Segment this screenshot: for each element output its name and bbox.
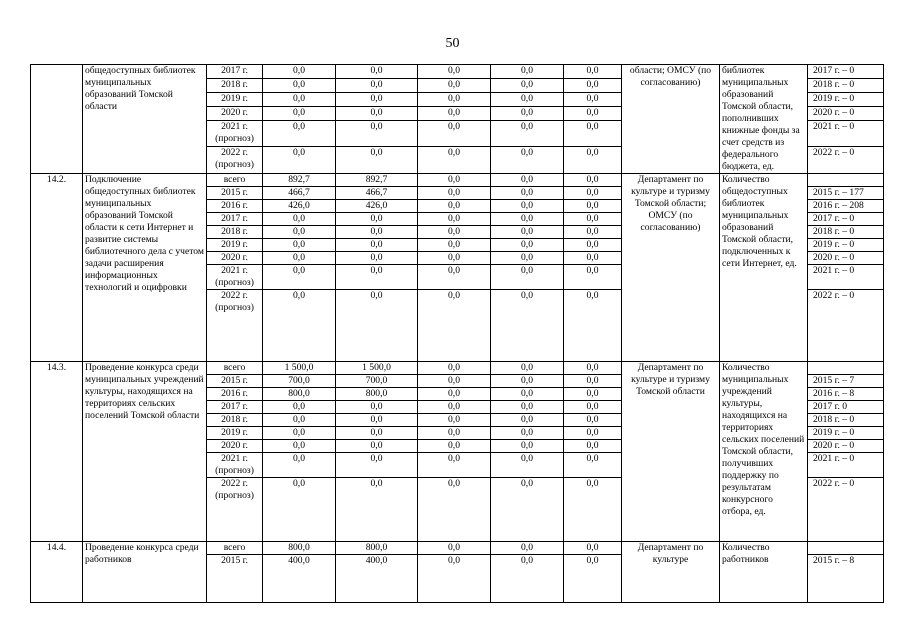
page-number: 50 <box>445 36 460 51</box>
result-value-cell: 2017 г. – 0 <box>808 65 884 79</box>
local-amount-cell: 0,0 <box>491 555 564 603</box>
federal-amount-cell: 0,0 <box>336 414 418 427</box>
result-value-cell: 2020 г. – 0 <box>808 106 884 120</box>
local-amount-cell: 0,0 <box>491 453 564 478</box>
federal-amount-cell: 700,0 <box>336 375 418 388</box>
regional-amount-cell: 0,0 <box>418 388 491 401</box>
federal-amount-cell: 0,0 <box>336 427 418 440</box>
activity-name-cell: общедоступных библиотек муниципальных образований Томской области <box>83 65 207 174</box>
result-value-cell: 2022 г. – 0 <box>808 147 884 174</box>
period-cell: 2017 г. <box>207 401 263 414</box>
total-amount-cell: 0,0 <box>263 440 336 453</box>
other-amount-cell: 0,0 <box>564 226 622 239</box>
local-amount-cell: 0,0 <box>491 78 564 92</box>
federal-amount-cell: 800,0 <box>336 542 418 555</box>
period-cell: 2019 г. <box>207 239 263 252</box>
total-amount-cell: 0,0 <box>263 427 336 440</box>
result-value-cell <box>808 362 884 375</box>
executor-cell: Департамент по культуре и туризму Томской области; ОМСУ (по согласованию) <box>622 174 720 362</box>
table-row <box>31 174 884 187</box>
period-cell: всего <box>207 542 263 555</box>
other-amount-cell: 0,0 <box>564 375 622 388</box>
other-amount-cell: 0,0 <box>564 213 622 226</box>
federal-amount-cell: 0,0 <box>336 213 418 226</box>
result-value-cell: 2018 г. – 0 <box>808 78 884 92</box>
total-amount-cell: 0,0 <box>263 265 336 290</box>
local-amount-cell: 0,0 <box>491 388 564 401</box>
other-amount-cell: 0,0 <box>564 92 622 106</box>
local-amount-cell: 0,0 <box>491 440 564 453</box>
total-amount-cell: 0,0 <box>263 120 336 147</box>
federal-amount-cell: 1 500,0 <box>336 362 418 375</box>
federal-amount-cell: 466,7 <box>336 187 418 200</box>
regional-amount-cell: 0,0 <box>418 362 491 375</box>
local-amount-cell: 0,0 <box>491 478 564 542</box>
local-amount-cell: 0,0 <box>491 362 564 375</box>
regional-amount-cell: 0,0 <box>418 427 491 440</box>
local-amount-cell: 0,0 <box>491 65 564 79</box>
item-number-cell: 14.4. <box>31 542 83 603</box>
other-amount-cell: 0,0 <box>564 174 622 187</box>
result-value-cell: 2015 г. – 8 <box>808 555 884 603</box>
total-amount-cell: 800,0 <box>263 542 336 555</box>
federal-amount-cell: 400,0 <box>336 555 418 603</box>
local-amount-cell: 0,0 <box>491 147 564 174</box>
result-value-cell: 2020 г. – 0 <box>808 252 884 265</box>
table-row <box>31 542 884 555</box>
other-amount-cell: 0,0 <box>564 290 622 362</box>
local-amount-cell: 0,0 <box>491 120 564 147</box>
other-amount-cell: 0,0 <box>564 239 622 252</box>
executor-cell: Департамент по культуре <box>622 542 720 603</box>
total-amount-cell: 0,0 <box>263 453 336 478</box>
total-amount-cell: 466,7 <box>263 187 336 200</box>
result-value-cell: 2015 г. – 177 <box>808 187 884 200</box>
federal-amount-cell: 892,7 <box>336 174 418 187</box>
period-cell: 2021 г. (прогноз) <box>207 120 263 147</box>
total-amount-cell: 0,0 <box>263 78 336 92</box>
table-body <box>31 65 884 603</box>
other-amount-cell: 0,0 <box>564 147 622 174</box>
period-cell: 2020 г. <box>207 252 263 265</box>
total-amount-cell: 426,0 <box>263 200 336 213</box>
total-amount-cell: 0,0 <box>263 65 336 79</box>
activity-name-cell: Проведение конкурса среди работников <box>83 542 207 603</box>
local-amount-cell: 0,0 <box>491 414 564 427</box>
indicator-cell: Количество работников <box>720 542 808 603</box>
result-value-cell: 2021 г. – 0 <box>808 265 884 290</box>
other-amount-cell: 0,0 <box>564 200 622 213</box>
regional-amount-cell: 0,0 <box>418 375 491 388</box>
local-amount-cell: 0,0 <box>491 106 564 120</box>
activity-name-cell: Подключение общедоступных библиотек муниципальных образований Томской области к сети Интернет и развитие системы библиотечного дела с учетом задачи расширения информационных технологий и оцифровки <box>83 174 207 362</box>
period-cell: 2021 г. (прогноз) <box>207 453 263 478</box>
regional-amount-cell: 0,0 <box>418 239 491 252</box>
period-cell: 2018 г. <box>207 78 263 92</box>
total-amount-cell: 0,0 <box>263 401 336 414</box>
period-cell: 2017 г. <box>207 213 263 226</box>
total-amount-cell: 0,0 <box>263 213 336 226</box>
total-amount-cell: 892,7 <box>263 174 336 187</box>
result-value-cell: 2021 г. – 0 <box>808 120 884 147</box>
total-amount-cell: 0,0 <box>263 147 336 174</box>
regional-amount-cell: 0,0 <box>418 92 491 106</box>
other-amount-cell: 0,0 <box>564 453 622 478</box>
federal-amount-cell: 0,0 <box>336 106 418 120</box>
local-amount-cell: 0,0 <box>491 290 564 362</box>
period-cell: 2018 г. <box>207 226 263 239</box>
result-value-cell: 2020 г. – 0 <box>808 440 884 453</box>
regional-amount-cell: 0,0 <box>418 78 491 92</box>
result-value-cell: 2019 г. – 0 <box>808 92 884 106</box>
total-amount-cell: 0,0 <box>263 92 336 106</box>
regional-amount-cell: 0,0 <box>418 213 491 226</box>
result-value-cell: 2018 г. – 0 <box>808 226 884 239</box>
period-cell: 2015 г. <box>207 555 263 603</box>
activity-name-cell: Проведение конкурса среди муниципальных учреждений культуры, находящихся на территориях сельских поселений Томской области <box>83 362 207 542</box>
result-value-cell: 2016 г. – 208 <box>808 200 884 213</box>
federal-amount-cell: 0,0 <box>336 265 418 290</box>
other-amount-cell: 0,0 <box>564 542 622 555</box>
period-cell: 2020 г. <box>207 440 263 453</box>
regional-amount-cell: 0,0 <box>418 290 491 362</box>
period-cell: 2018 г. <box>207 414 263 427</box>
federal-amount-cell: 0,0 <box>336 92 418 106</box>
result-value-cell: 2016 г. – 8 <box>808 388 884 401</box>
result-value-cell <box>808 174 884 187</box>
indicator-cell: библиотек муниципальных образований Томской области, пополнивших книжные фонды за счет средств из федерального бюджета, ед. <box>720 65 808 174</box>
local-amount-cell: 0,0 <box>491 92 564 106</box>
federal-amount-cell: 0,0 <box>336 120 418 147</box>
local-amount-cell: 0,0 <box>491 213 564 226</box>
total-amount-cell: 0,0 <box>263 414 336 427</box>
total-amount-cell: 1 500,0 <box>263 362 336 375</box>
indicator-cell: Количество общедоступных библиотек муниципальных образований Томской области, подключенных к сети Интернет, ед. <box>720 174 808 362</box>
regional-amount-cell: 0,0 <box>418 106 491 120</box>
result-value-cell: 2019 г. – 0 <box>808 239 884 252</box>
program-table <box>30 64 884 603</box>
federal-amount-cell: 0,0 <box>336 440 418 453</box>
regional-amount-cell: 0,0 <box>418 440 491 453</box>
other-amount-cell: 0,0 <box>564 414 622 427</box>
result-value-cell: 2017 г. 0 <box>808 401 884 414</box>
item-number-cell <box>31 65 83 174</box>
federal-amount-cell: 0,0 <box>336 147 418 174</box>
federal-amount-cell: 0,0 <box>336 78 418 92</box>
other-amount-cell: 0,0 <box>564 187 622 200</box>
regional-amount-cell: 0,0 <box>418 453 491 478</box>
period-cell: 2015 г. <box>207 375 263 388</box>
executor-cell: Департамент по культуре и туризму Томской области <box>622 362 720 542</box>
other-amount-cell: 0,0 <box>564 388 622 401</box>
other-amount-cell: 0,0 <box>564 478 622 542</box>
item-number-cell: 14.2. <box>31 174 83 362</box>
other-amount-cell: 0,0 <box>564 106 622 120</box>
federal-amount-cell: 0,0 <box>336 401 418 414</box>
regional-amount-cell: 0,0 <box>418 147 491 174</box>
other-amount-cell: 0,0 <box>564 65 622 79</box>
local-amount-cell: 0,0 <box>491 239 564 252</box>
other-amount-cell: 0,0 <box>564 78 622 92</box>
period-cell: всего <box>207 174 263 187</box>
other-amount-cell: 0,0 <box>564 401 622 414</box>
period-cell: 2020 г. <box>207 106 263 120</box>
total-amount-cell: 0,0 <box>263 252 336 265</box>
period-cell: 2019 г. <box>207 427 263 440</box>
table-row <box>31 362 884 375</box>
federal-amount-cell: 0,0 <box>336 453 418 478</box>
indicator-cell: Количество муниципальных учреждений культуры, находящихся на территориях сельских поселений Томской области, получивших поддержку по результатам конкурсного отбора, ед. <box>720 362 808 542</box>
federal-amount-cell: 0,0 <box>336 226 418 239</box>
executor-cell: области; ОМСУ (по согласованию) <box>622 65 720 174</box>
federal-amount-cell: 0,0 <box>336 239 418 252</box>
local-amount-cell: 0,0 <box>491 542 564 555</box>
regional-amount-cell: 0,0 <box>418 174 491 187</box>
total-amount-cell: 0,0 <box>263 239 336 252</box>
local-amount-cell: 0,0 <box>491 375 564 388</box>
regional-amount-cell: 0,0 <box>418 200 491 213</box>
regional-amount-cell: 0,0 <box>418 414 491 427</box>
regional-amount-cell: 0,0 <box>418 401 491 414</box>
period-cell: 2021 г. (прогноз) <box>207 265 263 290</box>
result-value-cell: 2017 г. – 0 <box>808 213 884 226</box>
federal-amount-cell: 426,0 <box>336 200 418 213</box>
period-cell: 2022 г. (прогноз) <box>207 290 263 362</box>
regional-amount-cell: 0,0 <box>418 252 491 265</box>
other-amount-cell: 0,0 <box>564 440 622 453</box>
total-amount-cell: 700,0 <box>263 375 336 388</box>
local-amount-cell: 0,0 <box>491 187 564 200</box>
item-number-cell: 14.3. <box>31 362 83 542</box>
federal-amount-cell: 0,0 <box>336 65 418 79</box>
total-amount-cell: 0,0 <box>263 290 336 362</box>
result-value-cell <box>808 542 884 555</box>
regional-amount-cell: 0,0 <box>418 265 491 290</box>
local-amount-cell: 0,0 <box>491 226 564 239</box>
local-amount-cell: 0,0 <box>491 427 564 440</box>
regional-amount-cell: 0,0 <box>418 65 491 79</box>
period-cell: 2019 г. <box>207 92 263 106</box>
other-amount-cell: 0,0 <box>564 362 622 375</box>
result-value-cell: 2021 г. – 0 <box>808 453 884 478</box>
other-amount-cell: 0,0 <box>564 252 622 265</box>
regional-amount-cell: 0,0 <box>418 226 491 239</box>
period-cell: 2016 г. <box>207 200 263 213</box>
regional-amount-cell: 0,0 <box>418 120 491 147</box>
table-row <box>31 65 884 79</box>
regional-amount-cell: 0,0 <box>418 478 491 542</box>
other-amount-cell: 0,0 <box>564 120 622 147</box>
period-cell: всего <box>207 362 263 375</box>
total-amount-cell: 800,0 <box>263 388 336 401</box>
period-cell: 2015 г. <box>207 187 263 200</box>
federal-amount-cell: 800,0 <box>336 388 418 401</box>
other-amount-cell: 0,0 <box>564 265 622 290</box>
local-amount-cell: 0,0 <box>491 200 564 213</box>
federal-amount-cell: 0,0 <box>336 252 418 265</box>
other-amount-cell: 0,0 <box>564 427 622 440</box>
local-amount-cell: 0,0 <box>491 265 564 290</box>
federal-amount-cell: 0,0 <box>336 290 418 362</box>
result-value-cell: 2019 г. – 0 <box>808 427 884 440</box>
total-amount-cell: 0,0 <box>263 106 336 120</box>
result-value-cell: 2022 г. – 0 <box>808 290 884 362</box>
result-value-cell: 2022 г. – 0 <box>808 478 884 542</box>
local-amount-cell: 0,0 <box>491 174 564 187</box>
local-amount-cell: 0,0 <box>491 401 564 414</box>
period-cell: 2017 г. <box>207 65 263 79</box>
regional-amount-cell: 0,0 <box>418 187 491 200</box>
regional-amount-cell: 0,0 <box>418 555 491 603</box>
period-cell: 2016 г. <box>207 388 263 401</box>
period-cell: 2022 г. (прогноз) <box>207 147 263 174</box>
period-cell: 2022 г. (прогноз) <box>207 478 263 542</box>
local-amount-cell: 0,0 <box>491 252 564 265</box>
result-value-cell: 2015 г. – 7 <box>808 375 884 388</box>
regional-amount-cell: 0,0 <box>418 542 491 555</box>
federal-amount-cell: 0,0 <box>336 478 418 542</box>
other-amount-cell: 0,0 <box>564 555 622 603</box>
total-amount-cell: 0,0 <box>263 478 336 542</box>
total-amount-cell: 0,0 <box>263 226 336 239</box>
total-amount-cell: 400,0 <box>263 555 336 603</box>
result-value-cell: 2018 г. – 0 <box>808 414 884 427</box>
